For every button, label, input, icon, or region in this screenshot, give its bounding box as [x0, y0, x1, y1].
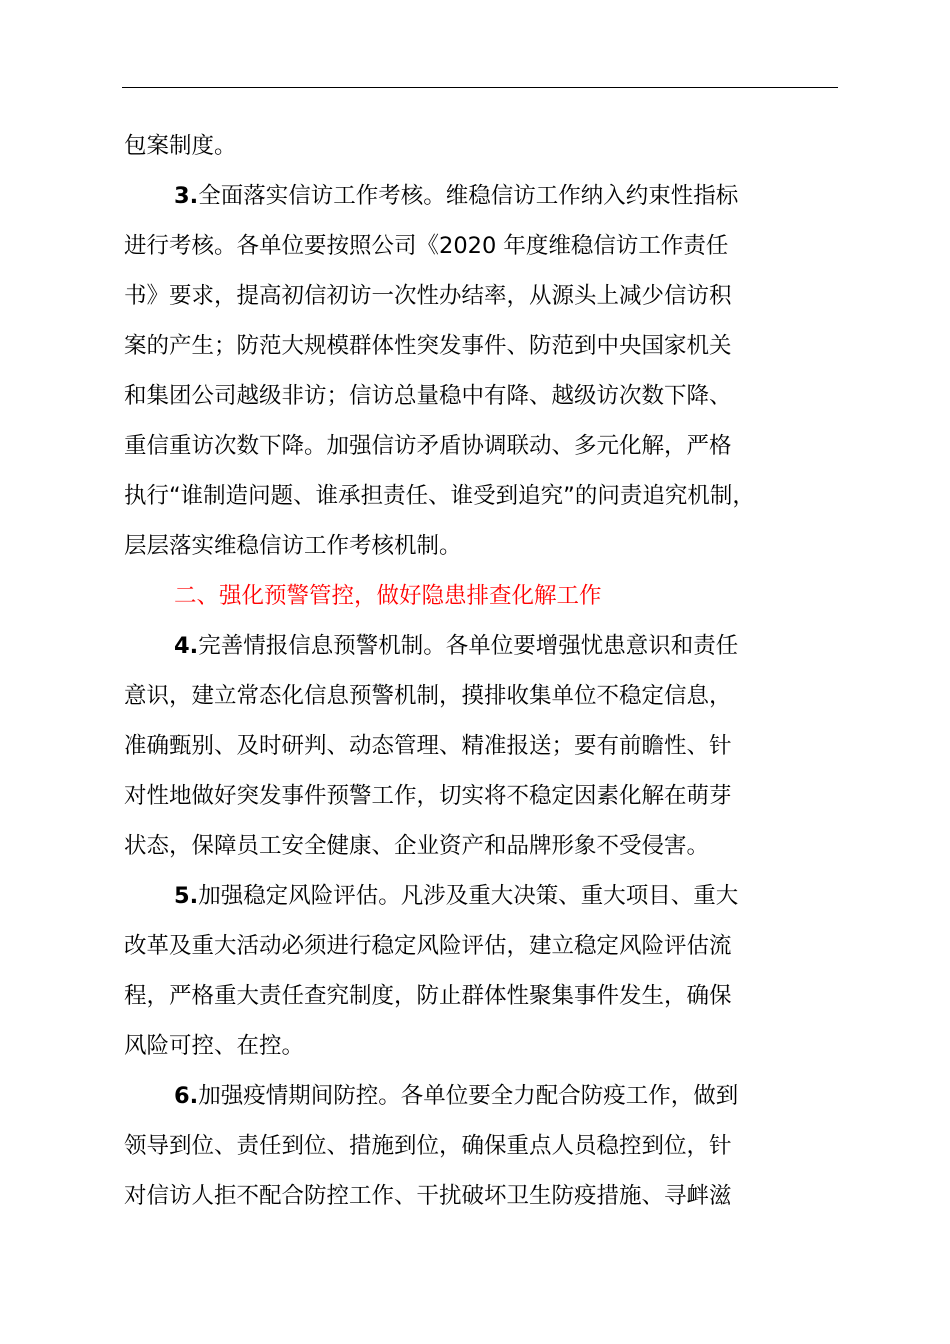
line-text: 包案制度。	[124, 133, 237, 159]
text-line	[124, 371, 840, 421]
line-text: 领导到位、责任到位、措施到位，确保重点人员稳控到位，针	[124, 1133, 732, 1159]
line-text: 进行考核。各单位要按照公司《2020 年度维稳信访工作责任	[124, 233, 729, 259]
line-text: 层层落实维稳信访工作考核机制。	[124, 533, 462, 559]
text-line	[124, 921, 840, 971]
item-number: 4.	[174, 633, 199, 659]
line-text: 执行“谁制造问题、谁承担责任、谁受到追究”的问责追究机制，	[124, 483, 755, 509]
item-number: 6.	[174, 1083, 199, 1109]
text-line	[124, 671, 840, 721]
text-line	[124, 1021, 840, 1071]
text-line	[124, 1071, 840, 1121]
text-line	[124, 171, 840, 221]
line-text: 加强疫情期间防控。各单位要全力配合防疫工作，做到	[198, 1083, 739, 1109]
item-number: 3.	[174, 183, 199, 209]
line-text: 案的产生；防范大规模群体性突发事件、防范到中央国家机关	[124, 333, 732, 359]
text-line	[124, 971, 840, 1021]
line-text: 风险可控、在控。	[124, 1033, 305, 1059]
line-text: 意识，建立常态化信息预警机制，摸排收集单位不稳定信息，	[124, 683, 732, 709]
line-text: 完善情报信息预警机制。各单位要增强忧患意识和责任	[198, 633, 739, 659]
line-text: 加强稳定风险评估。凡涉及重大决策、重大项目、重大	[198, 883, 739, 909]
heading-text: 二、强化预警管控，做好隐患排查化解工作	[174, 583, 602, 609]
text-line	[124, 471, 840, 521]
line-text: 重信重访次数下降。加强信访矛盾协调联动、多元化解，严格	[124, 433, 732, 459]
text-line	[124, 821, 840, 871]
text-line	[124, 871, 840, 921]
document-body	[124, 121, 840, 1221]
line-text: 全面落实信访工作考核。维稳信访工作纳入约束性指标	[198, 183, 739, 209]
text-line	[124, 771, 840, 821]
line-text: 书》要求，提高初信初访一次性办结率，从源头上减少信访积	[124, 283, 732, 309]
text-line	[124, 421, 840, 471]
text-line	[124, 521, 840, 571]
text-line	[124, 1171, 840, 1221]
line-text: 改革及重大活动必须进行稳定风险评估，建立稳定风险评估流	[124, 933, 732, 959]
text-line	[124, 721, 840, 771]
line-text: 对性地做好突发事件预警工作，切实将不稳定因素化解在萌芽	[124, 783, 732, 809]
text-line	[124, 271, 840, 321]
text-line	[124, 621, 840, 671]
line-text: 和集团公司越级非访；信访总量稳中有降、越级访次数下降、	[124, 383, 732, 409]
line-text: 准确甄别、及时研判、动态管理、精准报送；要有前瞻性、针	[124, 733, 732, 759]
section-heading	[124, 571, 840, 621]
item-number: 5.	[174, 883, 199, 909]
text-line	[124, 321, 840, 371]
text-line	[124, 121, 840, 171]
line-text: 程，严格重大责任查究制度，防止群体性聚集事件发生，确保	[124, 983, 732, 1009]
line-text: 对信访人拒不配合防控工作、干扰破坏卫生防疫措施、寻衅滋	[124, 1183, 732, 1209]
text-line	[124, 1121, 840, 1171]
line-text: 状态，保障员工安全健康、企业资产和品牌形象不受侵害。	[124, 833, 710, 859]
text-line	[124, 221, 840, 271]
header-rule	[122, 87, 838, 88]
